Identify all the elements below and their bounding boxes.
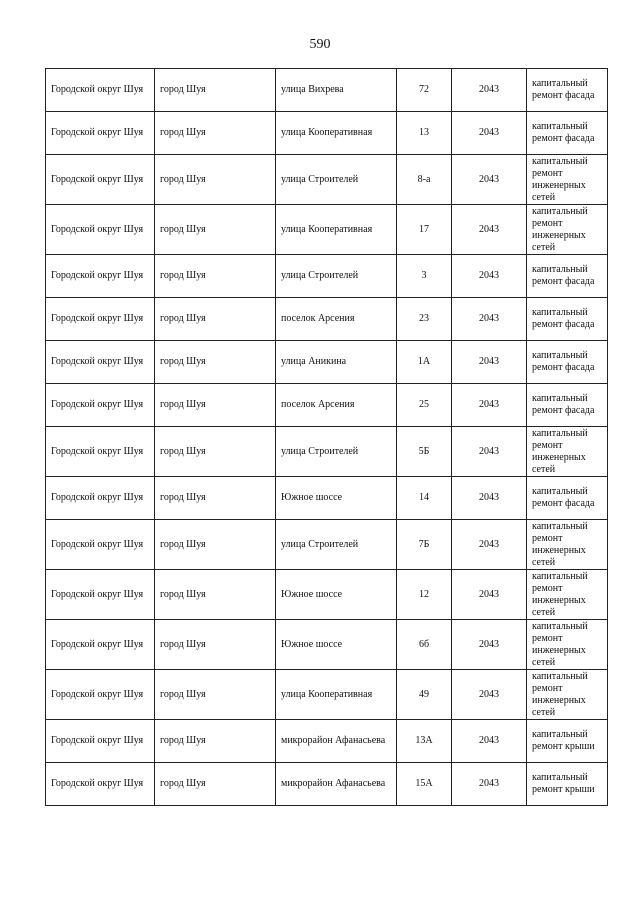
year-cell: 2043 [452, 477, 527, 520]
street-cell: улица Строителей [276, 255, 397, 298]
district-cell: Городской округ Шуя [46, 620, 155, 670]
table-row [46, 112, 608, 155]
table-row [46, 384, 608, 427]
year-cell: 2043 [452, 763, 527, 806]
year-cell: 2043 [452, 384, 527, 427]
street-cell: улица Строителей [276, 427, 397, 477]
work-type-line: сетей [532, 556, 556, 568]
work-type-line: сетей [532, 656, 556, 668]
work-type-line: капитальный [532, 670, 588, 682]
work-type-cell [527, 620, 608, 670]
work-type-line: инженерных [532, 644, 586, 656]
work-type-line: капитальный [532, 520, 588, 532]
year-cell: 2043 [452, 520, 527, 570]
work-type-line: ремонт фасада [532, 276, 595, 287]
house-number-cell: 23 [397, 298, 452, 341]
city-cell: город Шуя [155, 427, 276, 477]
table-row [46, 155, 608, 205]
city-cell: город Шуя [155, 477, 276, 520]
work-type-line: сетей [532, 706, 556, 718]
work-type-line: ремонт [532, 439, 563, 451]
year-cell: 2043 [452, 720, 527, 763]
work-type-line: инженерных [532, 179, 586, 191]
district-cell: Городской округ Шуя [46, 427, 155, 477]
work-type-cell [527, 570, 608, 620]
work-type-line: ремонт фасада [532, 405, 595, 416]
street-cell: улица Кооперативная [276, 112, 397, 155]
city-cell: город Шуя [155, 155, 276, 205]
work-type-line: капитальный [532, 205, 588, 217]
work-type-cell [527, 255, 608, 298]
district-cell: Городской округ Шуя [46, 570, 155, 620]
district-cell: Городской округ Шуя [46, 341, 155, 384]
street-cell: улица Строителей [276, 520, 397, 570]
street-cell: Южное шоссе [276, 620, 397, 670]
house-number-cell: 13А [397, 720, 452, 763]
house-number-cell: 6б [397, 620, 452, 670]
house-number-cell: 1А [397, 341, 452, 384]
city-cell: город Шуя [155, 720, 276, 763]
table-row [46, 763, 608, 806]
work-type-line: капитальный [532, 121, 588, 132]
work-type-line: ремонт [532, 682, 563, 694]
city-cell: город Шуя [155, 341, 276, 384]
work-type-line: капитальный [532, 486, 588, 497]
work-type-cell [527, 205, 608, 255]
work-type-line: инженерных [532, 694, 586, 706]
work-type-line: ремонт [532, 532, 563, 544]
work-type-line: ремонт фасада [532, 362, 595, 373]
district-cell: Городской округ Шуя [46, 720, 155, 763]
district-cell: Городской округ Шуя [46, 69, 155, 112]
city-cell: город Шуя [155, 384, 276, 427]
district-cell: Городской округ Шуя [46, 384, 155, 427]
street-cell: улица Кооперативная [276, 205, 397, 255]
work-type-cell [527, 477, 608, 520]
work-type-line: сетей [532, 241, 556, 253]
house-number-cell: 14 [397, 477, 452, 520]
district-cell: Городской округ Шуя [46, 112, 155, 155]
housing-repair-table [45, 68, 608, 806]
work-type-line: сетей [532, 606, 556, 618]
work-type-line: капитальный [532, 427, 588, 439]
city-cell: город Шуя [155, 620, 276, 670]
year-cell: 2043 [452, 620, 527, 670]
district-cell: Городской округ Шуя [46, 255, 155, 298]
year-cell: 2043 [452, 427, 527, 477]
street-cell: поселок Арсения [276, 298, 397, 341]
table-row [46, 69, 608, 112]
table-row [46, 341, 608, 384]
work-type-cell [527, 384, 608, 427]
district-cell: Городской округ Шуя [46, 477, 155, 520]
city-cell: город Шуя [155, 205, 276, 255]
house-number-cell: 25 [397, 384, 452, 427]
work-type-line: инженерных [532, 451, 586, 463]
work-type-line: ремонт фасада [532, 498, 595, 509]
street-cell: улица Строителей [276, 155, 397, 205]
house-number-cell: 49 [397, 670, 452, 720]
work-type-cell [527, 298, 608, 341]
work-type-line: капитальный [532, 307, 588, 318]
district-cell: Городской округ Шуя [46, 763, 155, 806]
table-body [46, 69, 608, 806]
work-type-line: сетей [532, 191, 556, 203]
city-cell: город Шуя [155, 520, 276, 570]
table-row [46, 620, 608, 670]
work-type-cell [527, 69, 608, 112]
year-cell: 2043 [452, 255, 527, 298]
work-type-line: ремонт [532, 167, 563, 179]
work-type-cell [527, 763, 608, 806]
house-number-cell: 13 [397, 112, 452, 155]
street-cell: микрорайон Афанасьева [276, 763, 397, 806]
table-row [46, 520, 608, 570]
work-type-line: капитальный [532, 620, 588, 632]
work-type-line: ремонт фасада [532, 133, 595, 144]
house-number-cell: 8-а [397, 155, 452, 205]
table-row [46, 205, 608, 255]
district-cell: Городской округ Шуя [46, 520, 155, 570]
house-number-cell: 12 [397, 570, 452, 620]
work-type-cell [527, 155, 608, 205]
work-type-line: капитальный [532, 570, 588, 582]
table-row [46, 477, 608, 520]
city-cell: город Шуя [155, 255, 276, 298]
work-type-line: ремонт [532, 632, 563, 644]
work-type-line: капитальный [532, 729, 588, 740]
page-number: 590 [309, 37, 331, 52]
house-number-cell: 5Б [397, 427, 452, 477]
work-type-line: ремонт [532, 217, 563, 229]
work-type-cell [527, 720, 608, 763]
district-cell: Городской округ Шуя [46, 205, 155, 255]
city-cell: город Шуя [155, 763, 276, 806]
street-cell: улица Вихрева [276, 69, 397, 112]
work-type-cell [527, 341, 608, 384]
work-type-line: капитальный [532, 350, 588, 361]
table-row [46, 255, 608, 298]
year-cell: 2043 [452, 112, 527, 155]
district-cell: Городской округ Шуя [46, 670, 155, 720]
work-type-line: ремонт фасада [532, 319, 595, 330]
street-cell: улица Аникина [276, 341, 397, 384]
work-type-line: капитальный [532, 78, 588, 89]
work-type-line: инженерных [532, 229, 586, 241]
work-type-cell [527, 427, 608, 477]
year-cell: 2043 [452, 205, 527, 255]
work-type-line: инженерных [532, 594, 586, 606]
city-cell: город Шуя [155, 670, 276, 720]
work-type-line: капитальный [532, 264, 588, 275]
work-type-line: капитальный [532, 155, 588, 167]
year-cell: 2043 [452, 570, 527, 620]
work-type-cell [527, 520, 608, 570]
table-row [46, 427, 608, 477]
street-cell: улица Кооперативная [276, 670, 397, 720]
work-type-line: капитальный [532, 772, 588, 783]
city-cell: город Шуя [155, 69, 276, 112]
year-cell: 2043 [452, 155, 527, 205]
table-row [46, 670, 608, 720]
table-row [46, 570, 608, 620]
street-cell: поселок Арсения [276, 384, 397, 427]
city-cell: город Шуя [155, 112, 276, 155]
district-cell: Городской округ Шуя [46, 298, 155, 341]
house-number-cell: 72 [397, 69, 452, 112]
house-number-cell: 15А [397, 763, 452, 806]
work-type-cell [527, 112, 608, 155]
street-cell: Южное шоссе [276, 477, 397, 520]
work-type-line: ремонт крыши [532, 741, 595, 752]
work-type-cell [527, 670, 608, 720]
work-type-line: ремонт крыши [532, 784, 595, 795]
work-type-line: ремонт фасада [532, 90, 595, 101]
work-type-line: инженерных [532, 544, 586, 556]
year-cell: 2043 [452, 670, 527, 720]
city-cell: город Шуя [155, 298, 276, 341]
street-cell: микрорайон Афанасьева [276, 720, 397, 763]
house-number-cell: 7Б [397, 520, 452, 570]
year-cell: 2043 [452, 298, 527, 341]
district-cell: Городской округ Шуя [46, 155, 155, 205]
work-type-line: ремонт [532, 582, 563, 594]
work-type-line: сетей [532, 463, 556, 475]
table-row [46, 720, 608, 763]
street-cell: Южное шоссе [276, 570, 397, 620]
house-number-cell: 17 [397, 205, 452, 255]
table-row [46, 298, 608, 341]
house-number-cell: 3 [397, 255, 452, 298]
year-cell: 2043 [452, 69, 527, 112]
work-type-line: капитальный [532, 393, 588, 404]
city-cell: город Шуя [155, 570, 276, 620]
year-cell: 2043 [452, 341, 527, 384]
